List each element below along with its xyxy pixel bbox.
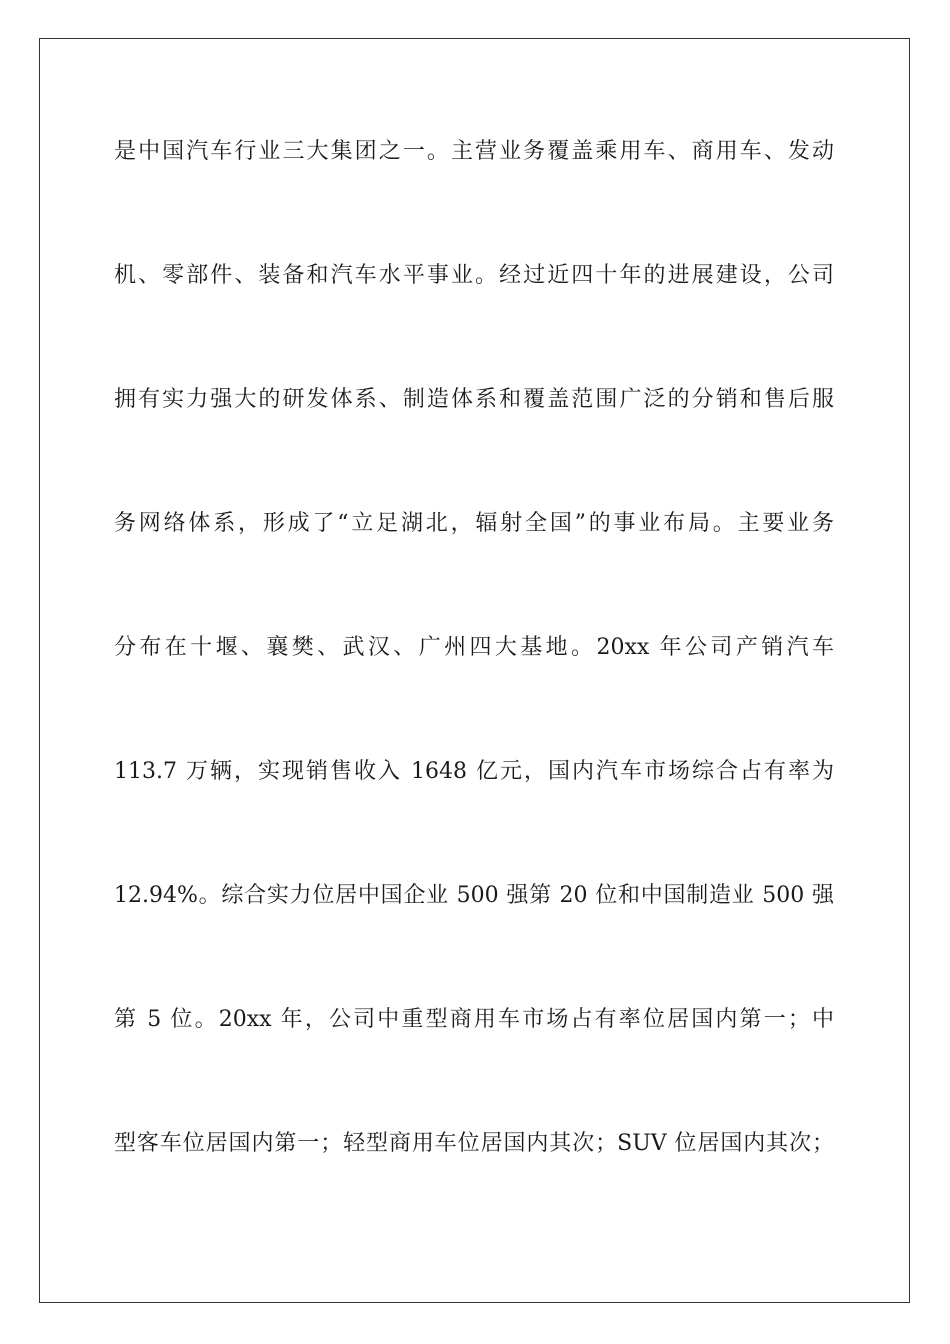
text-line-9: 型客车位居国内第一；轻型商用车位居国内其次；SUV 位居国内其次；: [114, 1131, 834, 1156]
text-line-6: 113.7 万辆，实现销售收入 1648 亿元，国内汽车市场综合占有率为: [114, 759, 834, 784]
text-line-1: 是中国汽车行业三大集团之一。主营业务覆盖乘用车、商用车、发动: [114, 139, 834, 164]
text-line-7: 12.94%。综合实力位居中国企业 500 强第 20 位和中国制造业 500 强: [114, 883, 834, 908]
text-line-3: 拥有实力强大的研发体系、制造体系和覆盖范围广泛的分销和售后服: [114, 387, 834, 412]
text-line-2: 机、零部件、装备和汽车水平事业。经过近四十年的进展建设，公司: [114, 263, 834, 288]
body-paragraph: [114, 124, 834, 1240]
text-line-4: 务网络体系，形成了“立足湖北，辐射全国”的事业布局。主要业务: [114, 511, 834, 536]
text-line-5: 分布在十堰、襄樊、武汉、广州四大基地。20xx 年公司产销汽车: [114, 635, 834, 660]
text-line-8: 第 5 位。20xx 年，公司中重型商用车市场占有率位居国内第一；中: [114, 1007, 834, 1032]
